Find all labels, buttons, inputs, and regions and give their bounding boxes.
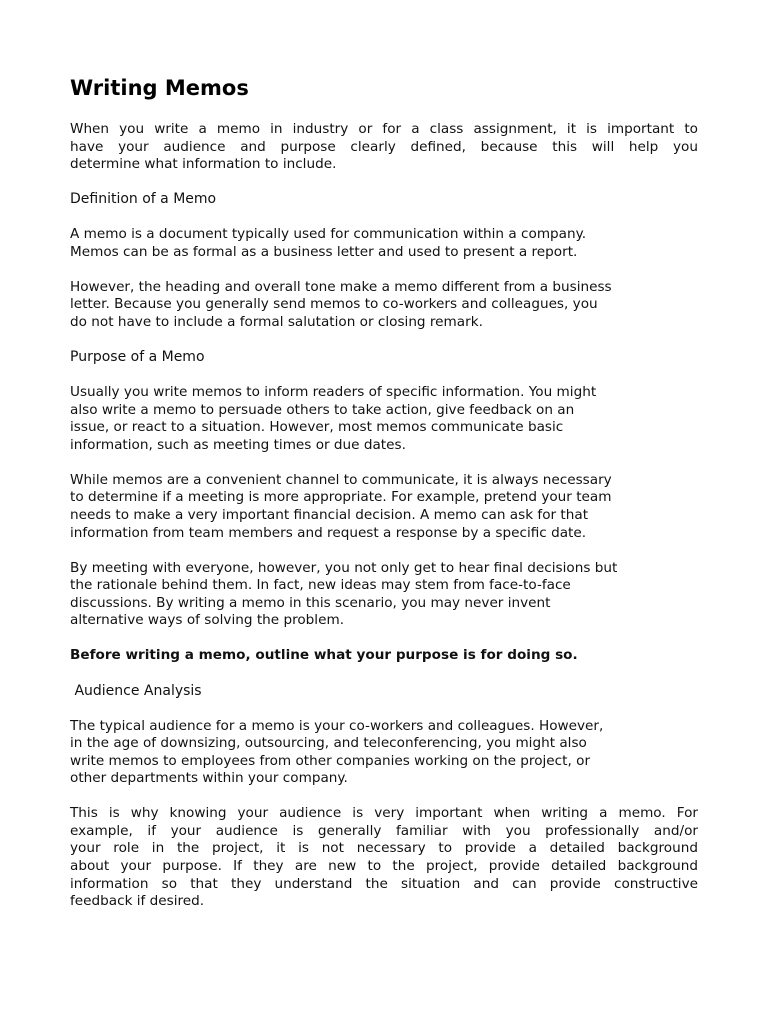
- paragraph: [70, 226, 698, 261]
- text-line: Usually you write memos to inform readers of specific information. You might: [70, 384, 597, 401]
- text-line: have your audience and purpose clearly defined, because this will help you: [70, 138, 698, 155]
- paragraph: [70, 472, 698, 542]
- intro-paragraph: [70, 121, 698, 174]
- paragraph: [70, 560, 698, 630]
- text-line: While memos are a convenient channel to communicate, it is always necessary: [70, 471, 612, 488]
- text-line: information, such as meeting times or due dates.: [70, 436, 406, 453]
- page-title: Writing Memos: [70, 76, 249, 100]
- paragraph: [70, 279, 698, 332]
- text-line: When you write a memo in industry or for a class assignment, it is important to: [70, 121, 698, 137]
- text-line: do not have to include a formal salutation or closing remark.: [70, 314, 483, 331]
- text-line: about your purpose. If they are new to the project, provide detailed background: [70, 857, 698, 874]
- paragraph: [70, 384, 698, 454]
- paragraph: [70, 718, 698, 788]
- text-line: However, the heading and overall tone make a memo different from a business: [70, 278, 612, 295]
- text-line: issue, or react to a situation. However, most memos communicate basic: [70, 419, 564, 436]
- text-line: information so that they understand the situation and can provide constructive: [70, 875, 698, 892]
- text-line: your role in the project, it is not necessary to provide a detailed background: [70, 840, 698, 857]
- text-line: to determine if a meeting is more appropriate. For example, pretend your team: [70, 489, 612, 506]
- text-line: write memos to employees from other companies working on the project, or: [70, 752, 591, 769]
- text-line: alternative ways of solving the problem.: [70, 612, 345, 629]
- section-heading-audience: Audience Analysis: [70, 682, 202, 699]
- emphasis-statement: Before writing a memo, outline what your purpose is for doing so.: [70, 647, 578, 664]
- text-line: information from team members and request a response by a specific date.: [70, 524, 587, 541]
- section-heading-definition: Definition of a Memo: [70, 191, 217, 208]
- text-line: discussions. By writing a memo in this scenario, you may never invent: [70, 594, 551, 611]
- text-line: The typical audience for a memo is your co-workers and colleagues. However,: [70, 717, 604, 734]
- section-heading-purpose: Purpose of a Memo: [70, 349, 205, 366]
- text-line: This is why knowing your audience is very important when writing a memo. For: [70, 805, 698, 822]
- text-line: the rationale behind them. In fact, new ideas may stem from face-to-face: [70, 577, 571, 594]
- text-line: letter. Because you generally send memos to co-workers and colleagues, you: [70, 296, 598, 313]
- text-line: needs to make a very important financial decision. A memo can ask for that: [70, 507, 589, 524]
- document-body: [70, 121, 698, 928]
- text-line: also write a memo to persuade others to take action, give feedback on an: [70, 401, 575, 418]
- text-line: determine what information to include.: [70, 156, 337, 173]
- text-line: in the age of downsizing, outsourcing, and teleconferencing, you might also: [70, 735, 587, 752]
- paragraph: [70, 805, 698, 910]
- text-line: other departments within your company.: [70, 770, 348, 787]
- text-line: A memo is a document typically used for communication within a company.: [70, 226, 587, 243]
- text-line: feedback if desired.: [70, 893, 205, 910]
- text-line: example, if your audience is generally familiar with you professionally and/or: [70, 822, 698, 839]
- text-line: By meeting with everyone, however, you not only get to hear final decisions but: [70, 559, 618, 576]
- text-line: Memos can be as formal as a business letter and used to present a report.: [70, 243, 578, 260]
